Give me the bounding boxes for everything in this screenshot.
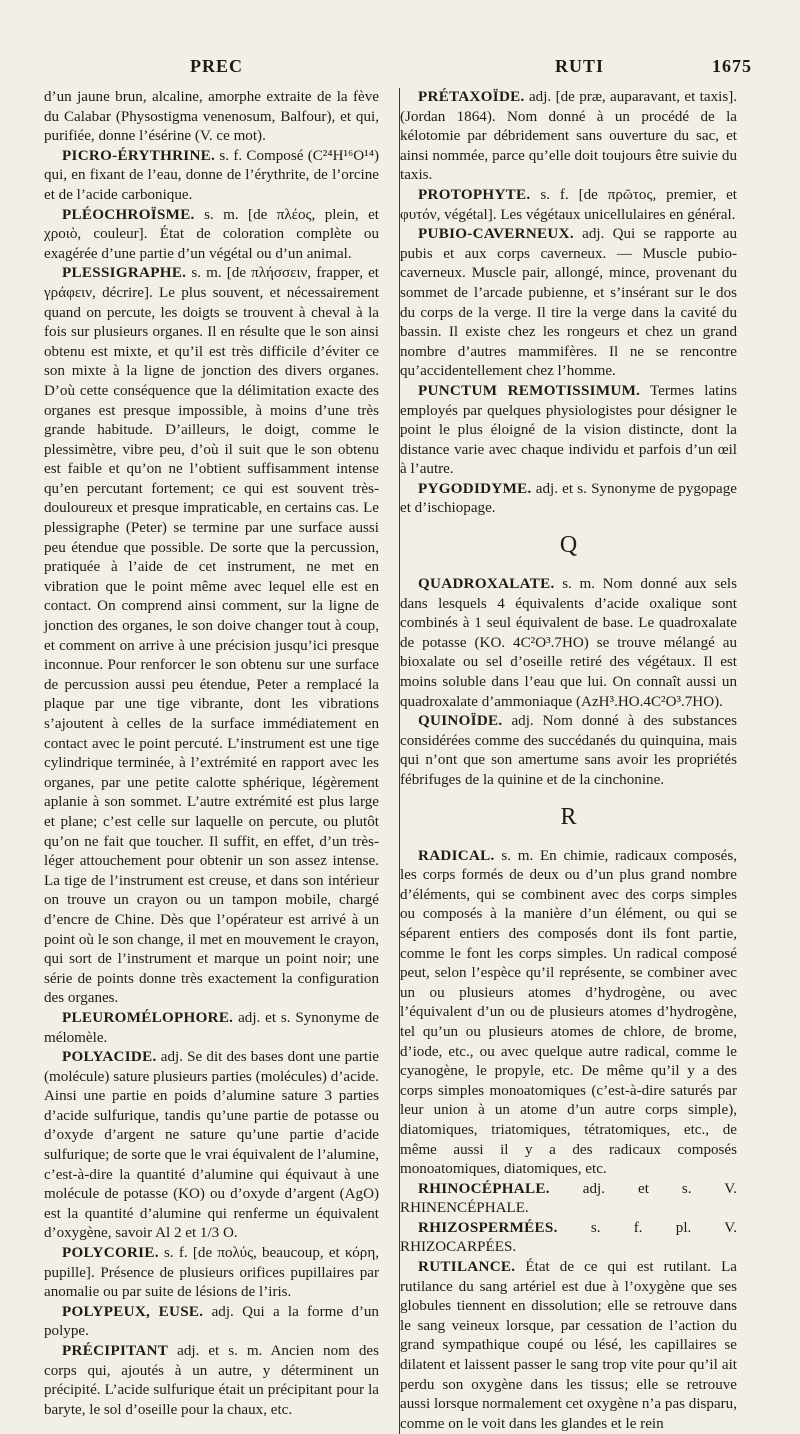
header-right-guide-word: RUTI <box>555 56 605 76</box>
dictionary-entry <box>400 847 737 1180</box>
dictionary-entry <box>400 225 737 382</box>
page-header <box>0 56 800 82</box>
entry-headword: PRÉTAXOÏDE. <box>418 89 525 105</box>
entry-headword: QUADROXALATE. <box>418 576 555 593</box>
entry-headword: PRÉCIPITANT <box>62 1343 169 1359</box>
entry-headword: QUINOÏDE. <box>418 713 503 730</box>
entry-body: adj. et s. m. Ancien nom des corps qui, ajoutés à un autre, y déterminent un précipité. L’acide sulfurique était un précipitant pour la baryte, le sol d’oseille pour la chaux, etc. <box>44 1343 379 1418</box>
entry-body: s. f. [de πρῶτος, premier, et φυτόν, végétal]. Les végétaux unicellulaires en général. <box>400 186 738 223</box>
entry-body: adj. Se dit des bases dont une partie (molécule) sature plusieurs parties (molécules) d’acide. Ainsi une partie en poids d’alumine sature 3 parties d’acide sulfurique, tandis qu’une partie de potasse ou d’oxyde d’argent ne sature qu’une partie d’acide sulfurique; de sorte que le vrai équivalent de l’alumine, c’est-à-dire la quantité d’alumine qui équivaut à une molécule de potasse (KO) ou d’oxyde d’argent (AgO) est la quantité d’alumine qui renferme un équivalent d’oxygène, savoir Al 2 et 1/3 O. <box>44 1049 379 1242</box>
entry-body: adj. et s. Synonyme de mélomèle. <box>44 1009 379 1046</box>
entry-body: s. f. Composé (C²⁴H¹⁶O¹⁴) qui, en fixant de l’eau, donne de l’érythrite, de l’orcine et de l’acide carbonique. <box>44 147 379 203</box>
entry-headword: POLYPEUX, EUSE. <box>62 1303 204 1320</box>
dictionary-entry <box>44 1009 379 1048</box>
entry-body: s. f. [de πολύς, beaucoup, et κόρη, pupille]. Présence de plusieurs orifices pupillaires par anomalie ou par suite de lésions de l’iris. <box>44 1245 379 1301</box>
section-letter-r: R <box>560 803 577 830</box>
entry-headword: PLESSIGRAPHE. <box>62 265 187 282</box>
dictionary-entry <box>44 1342 379 1420</box>
entry-body: adj. et s. Synonyme de pygopage et d’ischiopage. <box>400 480 737 517</box>
entry-headword: RHIZOSPERMÉES. <box>418 1219 558 1236</box>
dictionary-entry <box>400 88 737 186</box>
entry-headword: POLYCORIE. <box>62 1245 159 1262</box>
entry-body: adj. Qui se rapporte au pubis et aux corps caverneux. — Muscle pubio-caverneux. Muscle pair, allongé, mince, provenant du sommet de l’arcade pubienne, et s’insérant sur le dos du corps de la verge. Il tire la verge dans la cavité du bassin. Il existe chez les rongeurs et chez un grand nombre d’autres mammifères. Il ne se rencontre qu’accidentellement chez l’homme. <box>400 226 737 380</box>
dictionary-entry: d’un jaune brun, alcaline, amorphe extraite de la fève du Calabar (Physostigma venenosum, Balfour), et qui, purifiée, donne l’ésérine (V. ce mot). <box>44 89 379 145</box>
entry-body: État de ce qui est rutilant. La rutilance du sang artériel est due à l’oxygène que ses globules tiennent en dissolution; elle se retrouve dans le sang veineux lorsque, par cessation de l’action du grand sympathique coupé ou lésé, les capillaires se dilatent et laissent passer le sang trop vite pour qu’il ait perdu son oxygène dans les tissus; elle se retrouve aussi lorsque normalement cet oxygène n’a pas disparu, comme on le voit dans les glandes et le rein <box>400 1259 738 1432</box>
dictionary-entry <box>44 206 379 265</box>
entry-body: adj. et s. V. RHINENCÉPHALE. <box>400 1180 737 1217</box>
entry-headword: RUTILANCE. <box>418 1259 516 1276</box>
entry-body: adj. Qui a la forme d’un polype. <box>44 1303 379 1340</box>
dictionary-entry <box>400 575 737 712</box>
entry-headword: PROTOPHYTE. <box>418 186 531 203</box>
entry-body: s. m. [de πλήσσειν, frapper, et γράφειν, décrire]. Le plus souvent, et nécessairement quand on percute, les doigts se trouvent à cheval à la fois sur plusieurs organes. Il en résulte que le son ainsi obtenu est mixte, et qu’il est très difficile d’éviter ce son mixte à la ligne de jonction des divers organes. D’où cette conséquence que la délimitation exacte des organes est presque impossible, à moins d’une très grande habitude. D’ailleurs, le doigt, comme le plessimètre, vibre peu, d’où il suit que le son obtenu est faible et qu’on ne l’obtient suffisamment intense qu’en percutant fortement; ce qui est souvent très-douloureux et presque impraticable, en certains cas. Le plessigraphe (Peter) se termine par une surface aussi peu étendue que possible. De sorte que la percussion, pratiquée à l’aide de cet instrument, ne met en vibration que le point même avec lequel elle est en contact. On comprend ainsi comment, sur la ligne de jonction des organes, le son doive changer tout à coup, et comment on arrive à une précision jusqu’ici presque inconnue. Pour renforcer le son obtenu sur une surface de percussion aussi peu étendue, Peter a remplacé la plaque par une tige vibrante, dont les vibrations s’ajoutent à celles de la surface immédiatement en contact avec le point percuté. L’instrument est une tige cylindrique terminée, à l’extrémité en rapport avec les organes, par une petite calotte sphérique, légèrement aplanie à son sommet. L’autre extrémité est plus large et plane; c’est celle sur laquelle on percute, ou plutôt qu’on ne fait que toucher. Il suffit, en effet, d’un très-léger attouchement pour obtenir un son assez intense. La tige de l’instrument est creuse, et dans son intérieur on trouve un crayon ou un tampon mobile, chargé d’encre de Chine. Dès que l’opérateur est arrivé à un point où le son change, il met en mouvement le crayon, qui sort de l’instrument et marque un point noir; une série de points donne très exactement la configuration des organes. <box>44 265 379 1007</box>
dictionary-entry <box>44 1048 379 1244</box>
entry-headword: PLÉOCHROÏSME. <box>62 206 195 223</box>
dictionary-entry <box>44 264 379 1009</box>
entry-body: s. m. [de πλέος, plein, et χροιὸ, couleur]. État de coloration complète ou exagérée d’une partie d’un végétal ou d’un animal. <box>44 206 379 262</box>
entry-headword: RHINOCÉPHALE. <box>418 1180 550 1197</box>
page-number: 1675 <box>712 56 752 76</box>
right-column <box>399 88 737 1434</box>
entry-headword: RADICAL. <box>418 847 495 864</box>
dictionary-entry <box>44 147 379 206</box>
entry-headword: PUNCTUM REMOTISSIMUM. <box>418 382 641 399</box>
dictionary-entry <box>400 186 737 225</box>
entry-headword: PUBIO-CAVERNEUX. <box>418 226 574 243</box>
dictionary-entry <box>400 1219 737 1258</box>
dictionary-entry <box>44 1303 379 1342</box>
dictionary-entry <box>400 480 737 519</box>
dictionary-entry <box>400 382 737 480</box>
entry-headword: PLEUROMÉLOPHORE. <box>62 1009 234 1026</box>
entry-body: Termes latins employés par quelques physiologistes pour désigner le point le plus éloigné de la vision distincte, dont la distance varie avec chaque individu et parfois d’un œil à l’autre. <box>400 382 737 478</box>
dictionary-entry <box>44 1244 379 1303</box>
entry-body: adj. [de præ, auparavant, et taxis]. (Jordan 1864). Nom donné à un procédé de la kélotomie par débridement sans ouverture du sac, et ainsi nommée, parce qu’elle doit toujours être suivie du taxis. <box>400 89 737 184</box>
entry-body: s. f. pl. V. RHIZOCARPÉES. <box>400 1219 737 1256</box>
entry-headword: PICRO-ÉRYTHRINE. <box>62 147 216 164</box>
dictionary-entry <box>400 712 737 790</box>
dictionary-entry <box>400 1180 737 1219</box>
entry-body: adj. Nom donné à des substances considérées comme des succédanés du quinquina, mais qui n’ont que son amertume sans avoir les propriétés fébrifuges de la quinine et de la cinchonine. <box>400 713 737 788</box>
entry-headword: PYGODIDYME. <box>418 480 532 497</box>
dictionary-entry <box>400 1258 737 1434</box>
header-left-guide-word: PREC <box>190 56 243 76</box>
entry-body: s. m. Nom donné aux sels dans lesquels 4 équivalents d’acide oxalique sont combinés à 1 seul équivalent de base. Le quadroxalate de potasse (KO. 4C²O³.7HO) se trouve mélangé au bioxalate ou sel d’oseille retiré des végétaux. Il est moins soluble dans l’eau que lui. On connaît aussi un quadroxalate d’ammoniaque (AzH³.HO.4C²O³.7HO). <box>400 576 737 710</box>
section-letter-q: Q <box>559 532 578 559</box>
entry-headword: POLYACIDE. <box>62 1049 157 1066</box>
entry-body: s. m. En chimie, radicaux composés, les corps formés de deux ou d’un plus grand nombre d’éléments, qui se combinent avec des corps simples ou composés à la manière d’un élément, ou qui se séparent entiers des composés dont ils font partie, comme le font les corps simples. Un radical composé peut, selon l’espèce qu’il représente, se combiner avec un ou plusieurs atomes d’hydrogène, ou avec l’équivalent d’un ou de plusieurs atomes d’hydrogène, tel qu’un ou plusieurs atomes de chlore, de brome, d’iode, etc., ou avec quelque autre radical, comme le cyanogène, le propyle, etc. De même qu’il y a des corps simples monoatomiques (c’est-à-dire saturés par leur union à un atome d’un autre corps simple), diatomiques, triatomiques, tétratomiques, etc., de même aussi il y a des radicaux composés monoatomiques, diatomiques, etc. <box>400 847 737 1178</box>
